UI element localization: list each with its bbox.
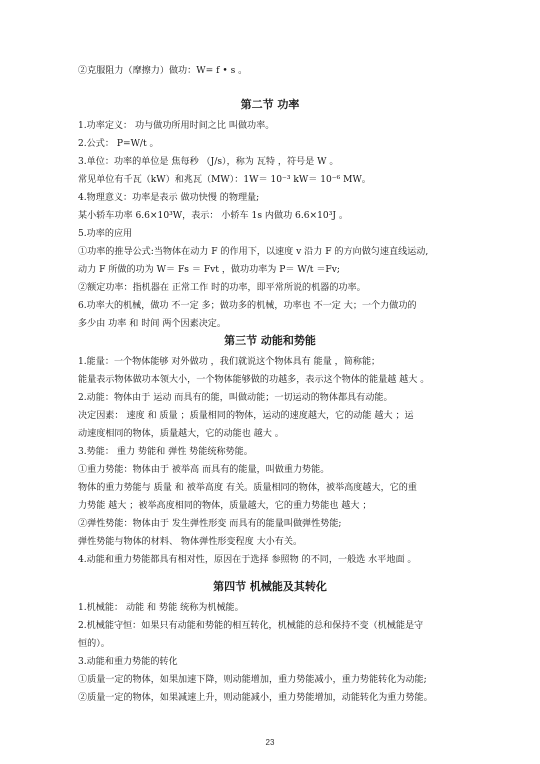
text-line: 决定因素： 速度 和 质量 ；质量相同的物体，运动的速度越大，它的动能 越大 ；运 bbox=[78, 411, 414, 421]
text-line: ①功率的推导公式:当物体在动力 F 的作用下，以速度 v 沿力 F 的方向做匀速直线运动, bbox=[78, 247, 429, 257]
text-line: 1.功率定义： 功与做功所用时间之比 叫做功率。 bbox=[78, 121, 275, 131]
text-line: 能量表示物体做功本领大小，一个物体能够做的功越多，表示这个物体的能量越 越大 。 bbox=[78, 375, 430, 385]
section-heading-energy: 第三节 动能和势能 bbox=[224, 334, 316, 347]
text-line: 力势能 越大 ；被举高度相同的物体，质量越大，它的重力势能也 越大 ； bbox=[78, 501, 372, 511]
text-line: 多少由 功率 和 时间 两个因素决定。 bbox=[78, 319, 226, 329]
text-line: 2.机械能守恒：如果只有动能和势能的相互转化，机械能的总和保持不变（机械能是守 bbox=[78, 621, 424, 631]
text-line: 3.动能和重力势能的转化 bbox=[78, 657, 178, 667]
text-line: 动速度相同的物体，质量越大，它的动能也 越大 。 bbox=[78, 429, 284, 439]
text-line: 3.单位：功率的单位是 焦每秒 （J/s），称为 瓦特 ，符号是 W 。 bbox=[78, 157, 339, 167]
section-heading-power: 第二节 功率 bbox=[240, 98, 300, 111]
text-line: 4.动能和重力势能都具有相对性，原因在于选择 参照物 的不同，一般选 水平地面 。 bbox=[78, 555, 417, 565]
text-line: ①重力势能：物体由于 被举高 而具有的能量，叫做重力势能。 bbox=[78, 465, 330, 475]
text-line: 5.功率的应用 bbox=[78, 229, 133, 239]
text-line: 1.机械能： 动能 和 势能 统称为机械能。 bbox=[78, 603, 244, 613]
text-line: ②额定功率：指机器在 正常工作 时的功率，即平常所说的机器的功率。 bbox=[78, 283, 366, 293]
text-line: 动力 F 所做的功为 W＝ Fs ＝ Fvt ，做功功率为 P＝ W/t ＝Fv; bbox=[78, 265, 340, 275]
text-line: 恒的）。 bbox=[78, 639, 110, 649]
text-line: 某小轿车功率 6.6×10³W，表示： 小轿车 1s 内做功 6.6×10³J 。 bbox=[78, 211, 348, 221]
text-line: 2.公式： P=W/t 。 bbox=[78, 139, 159, 149]
section-heading-mechanical-energy: 第四节 机械能及其转化 bbox=[213, 580, 327, 593]
text-line: 4.物理意义：功率是表示 做功快慢 的物理量; bbox=[78, 193, 260, 203]
text-line: 常见单位有千瓦（kW）和兆瓦（MW）：1W＝ 10⁻³ kW＝ 10⁻⁶ MW。 bbox=[78, 175, 371, 185]
text-line: 6.功率大的机械，做功 不一定 多；做功多的机械，功率也 不一定 大；一个力做功的 bbox=[78, 301, 417, 311]
text-line: ②克服阻力（摩擦力）做功：W= f • s 。 bbox=[78, 66, 248, 76]
text-line: 物体的重力势能与 质量 和 被举高度 有关。质量相同的物体，被举高度越大，它的重 bbox=[78, 483, 417, 493]
text-line: ②弹性势能：物体由于 发生弹性形变 而具有的能量叫做弹性势能; bbox=[78, 519, 342, 529]
page-number: 23 bbox=[265, 738, 275, 747]
text-line: ①质量一定的物体，如果加速下降，则动能增加，重力势能减小，重力势能转化为动能; bbox=[78, 675, 427, 685]
text-line: 1.能量：一个物体能够 对外做功 ，我们就说这个物体具有 能量 ，简称能； bbox=[78, 357, 381, 367]
text-line: 2.动能：物体由于 运动 而具有的能，叫做动能；一切运动的物体都具有动能。 bbox=[78, 393, 393, 403]
text-line: 弹性势能与物体的材料、 物体弹性形变程度 大小有关。 bbox=[78, 537, 303, 547]
text-line: 3.势能： 重力 势能和 弹性 势能统称势能。 bbox=[78, 447, 253, 457]
text-line: ②质量一定的物体，如果减速上升，则动能减小，重力势能增加，动能转化为重力势能。 bbox=[78, 693, 433, 703]
